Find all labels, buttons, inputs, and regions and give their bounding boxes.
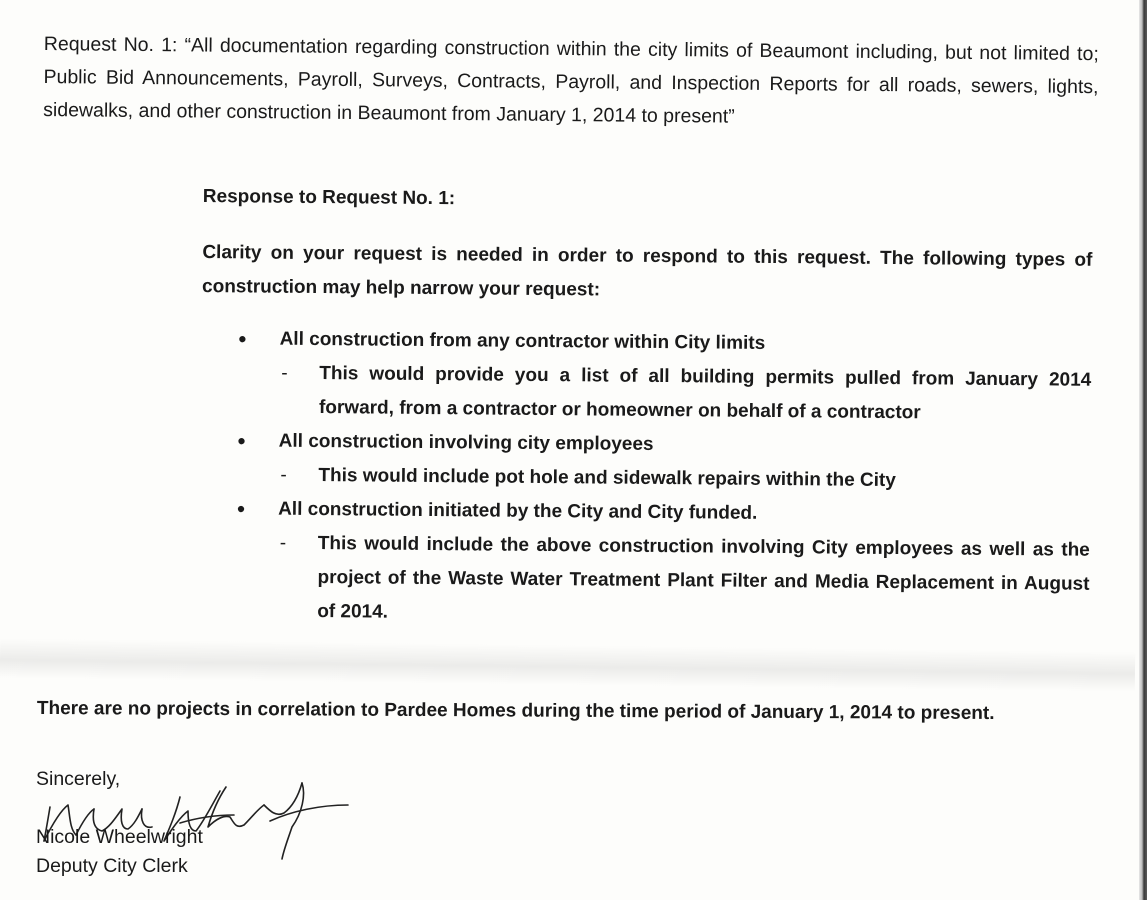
construction-options-list	[199, 322, 1092, 636]
bullet-icon: •	[237, 496, 245, 522]
list-item	[200, 424, 1091, 500]
scan-shadow-band	[0, 638, 1135, 692]
option-label: All construction from any contractor within City limits	[279, 328, 766, 354]
dash-icon: -	[279, 532, 287, 554]
bullet-icon: •	[237, 428, 246, 454]
conclusion-paragraph: There are no projects in correlation to Pardee Homes during the time period of January 1, 2014 to present.	[36, 697, 995, 725]
option-detail: This would provide you a list of all building permits pulled from January 2014 forward, from a contractor or homeowner on behalf of a contractor	[318, 363, 1092, 424]
option-detail-wrapper	[199, 526, 1090, 636]
request-paragraph: Request No. 1: “All documentation regarding construction within the city limits of Beaumont including, but not limited to; Public Bid Announcements, Payroll, Surveys, Contracts, Payroll, and Inspection Reports for all roads, sewers, lights, sidewalks, and other construction in Beaumont from January 1, 2014 to present”	[43, 32, 1099, 128]
bullet-icon: •	[238, 326, 247, 352]
dash-icon: -	[280, 464, 287, 486]
dash-icon: -	[281, 362, 288, 384]
option-detail: This would include the above construction involving City employees as well as the project of the Waste Water Treatment Plant Filter and Media Replacement in August of 2014.	[317, 533, 1090, 623]
clarity-paragraph: Clarity on your request is needed in order to respond to this request. The following types of construction may help narrow your request:	[201, 241, 1093, 301]
option-label: All construction involving city employees	[278, 430, 654, 455]
closing-block	[36, 765, 203, 881]
salutation: Sincerely,	[36, 768, 121, 790]
signature-spacer	[36, 794, 203, 823]
signer-name: Nicole Wheelwright	[36, 826, 203, 848]
list-item	[201, 322, 1092, 432]
option-detail-wrapper	[201, 356, 1092, 432]
signer-title: Deputy City Clerk	[36, 855, 188, 877]
option-label: All construction initiated by the City and City funded.	[278, 498, 758, 524]
list-item	[199, 492, 1090, 636]
response-section	[199, 180, 1093, 636]
option-detail: This would include pot hole and sidewalk repairs within the City	[318, 465, 896, 492]
scan-page-edge	[1139, 0, 1147, 900]
response-heading: Response to Request No. 1:	[202, 185, 456, 210]
